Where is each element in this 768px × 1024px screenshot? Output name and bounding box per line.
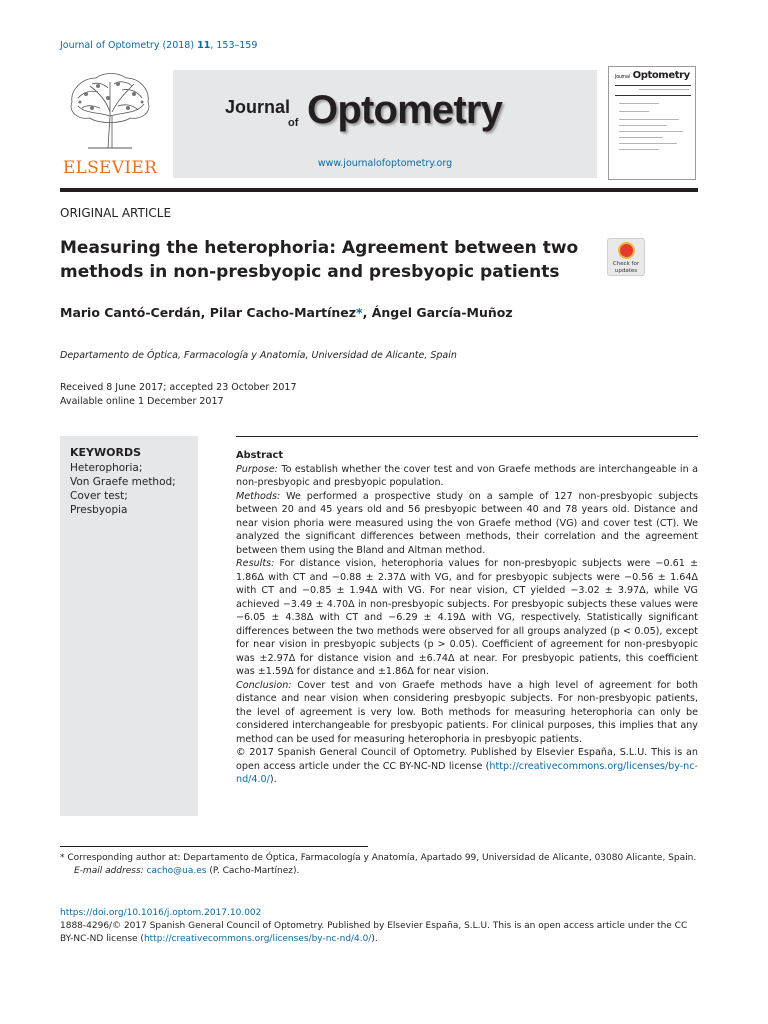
email-note xyxy=(60,865,698,878)
copyright-text: © 2017 Spanish General Council of Optometry. Published by Elsevier España, S.L.U. This is an open access article under the CC BY-NC-ND license ( xyxy=(236,747,698,772)
journal-citation: Journal of Optometry (2018) 11, 153–159 xyxy=(60,40,258,51)
masthead xyxy=(60,66,698,184)
thumbnail-title-main: Optometry xyxy=(632,70,690,81)
journal-cover-thumbnail xyxy=(608,66,696,180)
keyword-item: Heterophoria; xyxy=(70,462,143,474)
footnote-star: * xyxy=(60,853,65,863)
methods-label: Methods: xyxy=(236,490,281,502)
abstract-copyright xyxy=(236,746,698,787)
elsevier-logo xyxy=(60,70,160,180)
thumbnail-title-small: Journal xyxy=(615,74,630,80)
bottom-license-link[interactable]: http://creativecommons.org/licenses/by-nc-nd/4.0/ xyxy=(143,934,372,944)
issn-end: ). xyxy=(371,934,378,944)
thumbnail-line xyxy=(619,125,667,126)
online-date: Available online 1 December 2017 xyxy=(60,396,224,407)
journal-logo-optometry: Optometry xyxy=(307,88,503,132)
email-name: (P. Cacho-Martínez). xyxy=(209,866,300,876)
article-type: ORIGINAL ARTICLE xyxy=(60,206,172,220)
authors-first: Mario Cantó-Cerdán, Pilar Cacho-Martínez xyxy=(60,305,357,320)
thumbnail-title xyxy=(615,70,690,81)
conclusion-text: Cover test and von Graefe methods have a high level of agreement for both distance and near vision when considering presbyopic subjects. For non-presbyopic patients, the level of agreement is very low. Both methods for measuring heterophoria can only be considered interchangeable for presbyopic patients. For clinical purposes, this implies that any method can be used for measuring heterophoria in presbyopic patients. xyxy=(236,679,698,745)
thumbnail-line xyxy=(619,137,663,138)
abstract-rule xyxy=(236,436,698,437)
license-link[interactable]: http://creativecommons.org/licenses/by-nc-nd/4.0/ xyxy=(236,760,698,785)
keyword-item: Von Graefe method; xyxy=(70,476,176,488)
thumbnail-line xyxy=(619,119,679,120)
keyword-item: Cover test; xyxy=(70,490,128,502)
thumbnail-line xyxy=(619,143,677,144)
copyright-end: ). xyxy=(269,774,277,785)
footnote xyxy=(60,852,698,878)
header-rule xyxy=(60,188,698,192)
issn-line xyxy=(60,920,698,946)
abstract xyxy=(236,449,698,787)
journal-url-link[interactable]: www.journalofoptometry.org xyxy=(317,158,453,169)
methods-text: We performed a prospective study on a sample of 127 non-presbyopic subjects between 20 and 45 years old and 56 presbyopic between 40 and 78 years old. Distance and near vision phoria were measured using the von Graefe method (VG) and cover test (CT). We analyzed the significant differences between methods, their correlation and the agreement between them using the Bland and Altman method. xyxy=(236,490,698,556)
journal-logo xyxy=(225,90,545,138)
issn-text: 1888-4296/© 2017 Spanish General Council of Optometry. Published by Elsevier España, S.L.U. This is an open access article under the CC BY-NC-ND license ( xyxy=(60,921,688,944)
thumbnail-line xyxy=(619,111,649,112)
check-updates-icon xyxy=(618,242,635,259)
abstract-heading: Abstract xyxy=(236,450,284,461)
email-link[interactable]: cacho@ua.es xyxy=(146,866,207,876)
abstract-methods xyxy=(236,490,698,558)
received-date: Received 8 June 2017; accepted 23 October 2017 xyxy=(60,382,297,393)
authors-tail: , Ángel García-Muñoz xyxy=(362,305,513,320)
results-text: For distance vision, heterophoria values for non-presbyopic subjects were −0.61 ± 1.86Δ with CT and −0.88 ± 2.37Δ with VG, and for presbyopic subjects were −0.56 ± 1.64Δ with CT and −0.85 ± 1.94Δ with VG. For near vision, CT yielded −3.02 ± 3.97Δ, while VG achieved −3.49 ± 4.70Δ in non-presbyopic subjects. For presbyopic subjects these values were −6.05 ± 4.38Δ with CT and −6.29 ± 4.19Δ with VG, respectively. Statistically significant differences between the two methods were observed for all groups analyzed (p < 0.05), except for near vision in presbyopic subjects (p > 0.05). Coefficient of agreement for non-presbyopic was ±2.97Δ for distance vision and ±6.74Δ at near. For presbyopic patients, this coefficient was ±1.59Δ for distance and ±1.86Δ for near vision. xyxy=(236,558,698,677)
page-bottom xyxy=(60,907,698,946)
elsevier-wordmark: ELSEVIER xyxy=(62,158,158,178)
abstract-results xyxy=(236,557,698,679)
citation-pages: 153–159 xyxy=(216,40,258,51)
affiliation: Departamento de Óptica, Farmacología y Anatomía, Universidad de Alicante, Spain xyxy=(60,350,457,361)
corresponding-author-marker[interactable]: * xyxy=(356,305,363,320)
keyword-item: Presbyopia xyxy=(70,504,128,516)
citation-volume: 11 xyxy=(197,40,211,51)
thumbnail-line xyxy=(619,103,659,104)
corresponding-text: Corresponding author at: Departamento de Óptica, Farmacología y Anatomía, Apartado 99, Universidad de Alicante, 03080 Alicante, Spain. xyxy=(67,853,697,863)
thumbnail-line xyxy=(615,95,691,96)
thumbnail-line xyxy=(615,85,691,86)
citation-journal: Journal of Optometry (2018) xyxy=(60,40,195,51)
footnote-rule xyxy=(60,846,368,847)
journal-logo-of: of xyxy=(288,117,299,129)
keywords-panel xyxy=(60,436,198,816)
results-label: Results: xyxy=(236,558,275,569)
thumbnail-line xyxy=(619,149,659,150)
check-for-updates-button[interactable] xyxy=(607,238,645,276)
author-list xyxy=(60,305,513,320)
conclusion-label: Conclusion: xyxy=(236,679,292,691)
elsevier-tree-icon xyxy=(68,72,152,150)
journal-logo-journal: Journal xyxy=(225,97,291,117)
corresponding-note xyxy=(60,852,698,865)
keywords-heading: KEYWORDS xyxy=(70,446,142,459)
journal-banner xyxy=(173,70,597,178)
email-label: E-mail address: xyxy=(74,866,144,876)
purpose-label: Purpose: xyxy=(236,463,278,475)
purpose-text: To establish whether the cover test and von Graefe methods are interchangeable in a non-presbyopic and presbyopic population. xyxy=(236,463,698,488)
thumbnail-line xyxy=(619,131,683,132)
article-dates xyxy=(60,381,297,409)
abstract-purpose xyxy=(236,463,698,490)
check-updates-label: Check for updates xyxy=(612,261,640,274)
doi-link[interactable]: https://doi.org/10.1016/j.optom.2017.10.002 xyxy=(60,908,262,918)
thumbnail-line xyxy=(639,89,689,90)
article-title: Measuring the heterophoria: Agreement between two methods in non-presbyopic and presbyopic patients xyxy=(60,238,579,282)
abstract-conclusion xyxy=(236,679,698,747)
